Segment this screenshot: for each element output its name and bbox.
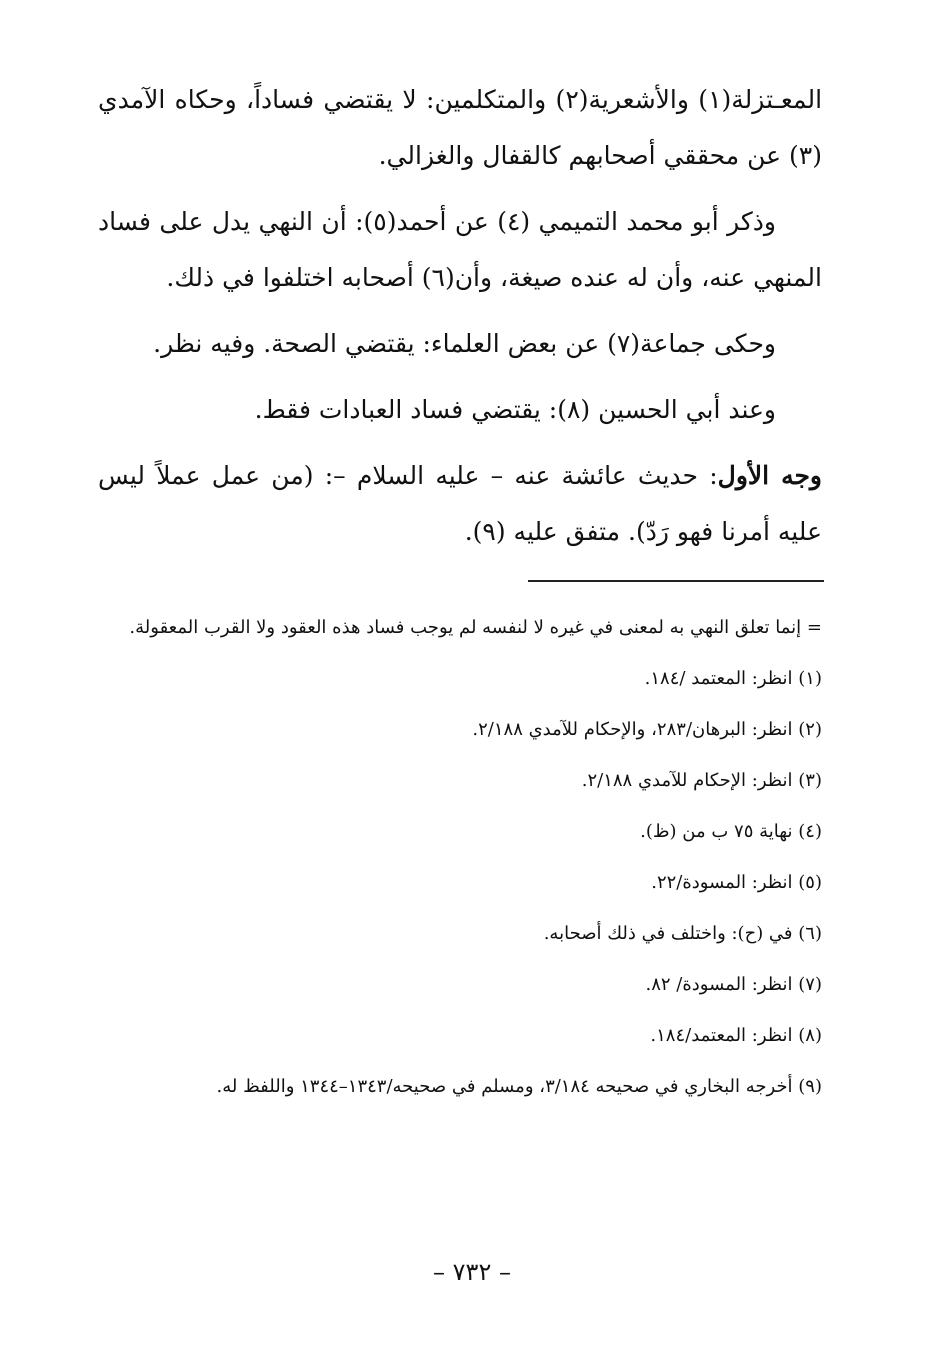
paragraph-5-text: : حديث عائشة عنه – عليه السلام –: (من عمل عملاً ليس عليه أمرنا فهو رَدّ). متفق عليه (٩). bbox=[98, 461, 822, 546]
paragraph-1: المعـتزلة(١) والأشعرية(٢) والمتكلمين: لا يقتضي فساداً، وحكاه الآمدي (٣) عن محققي أصحابهم كالقفال والغزالي. bbox=[98, 85, 823, 170]
footnote-6: (٦) في (ح): واختلف في ذلك أصحابه. bbox=[543, 923, 822, 944]
paragraph-5 bbox=[98, 448, 822, 560]
paragraph-4: وعند أبي الحسين (٨): يقتضي فساد العبادات فقط. bbox=[254, 395, 776, 424]
footnote-continuation: = إنما تعلق النهي به لمعنى في غيره لا لنفسه لم يوجب فساد هذه العقود ولا القرب المعقولة. bbox=[129, 617, 822, 638]
paragraph-2: وذكر أبو محمد التميمي (٤) عن أحمد(٥): أن النهي يدل على فساد المنهي عنه، وأن له عنده صيغة، وأن(٦) أصحابه اختلفوا في ذلك. bbox=[98, 207, 822, 292]
footnote-5: (٥) انظر: المسودة/٢٢. bbox=[651, 872, 822, 893]
footnote-2: (٢) انظر: البرهان/٢٨٣، والإحكام للآمدي ٢/١٨٨. bbox=[472, 719, 822, 740]
footnote-7: (٧) انظر: المسودة/ ٨٢. bbox=[645, 974, 822, 995]
page-number: – ٧٣٢ – bbox=[433, 1258, 511, 1286]
paragraph-3: وحكى جماعة(٧) عن بعض العلماء: يقتضي الصحة. وفيه نظر. bbox=[153, 329, 776, 358]
footnotes bbox=[100, 604, 822, 1114]
footnote-9: (٩) أخرجه البخاري في صحيحه ٣/١٨٤، ومسلم في صحيحه/١٣٤٣–١٣٤٤ واللفظ له. bbox=[216, 1076, 822, 1097]
main-text bbox=[98, 72, 822, 570]
footnote-8: (٨) انظر: المعتمد/١٨٤. bbox=[650, 1025, 822, 1046]
footnote-3: (٣) انظر: الإحكام للآمدي ٢/١٨٨. bbox=[581, 770, 822, 791]
footnote-4: (٤) نهاية ٧٥ ب من (ظ). bbox=[640, 821, 822, 842]
footnote-1: (١) انظر: المعتمد /١٨٤. bbox=[644, 668, 822, 689]
section-heading: وجه الأول bbox=[717, 461, 823, 490]
footnote-separator bbox=[528, 580, 824, 582]
